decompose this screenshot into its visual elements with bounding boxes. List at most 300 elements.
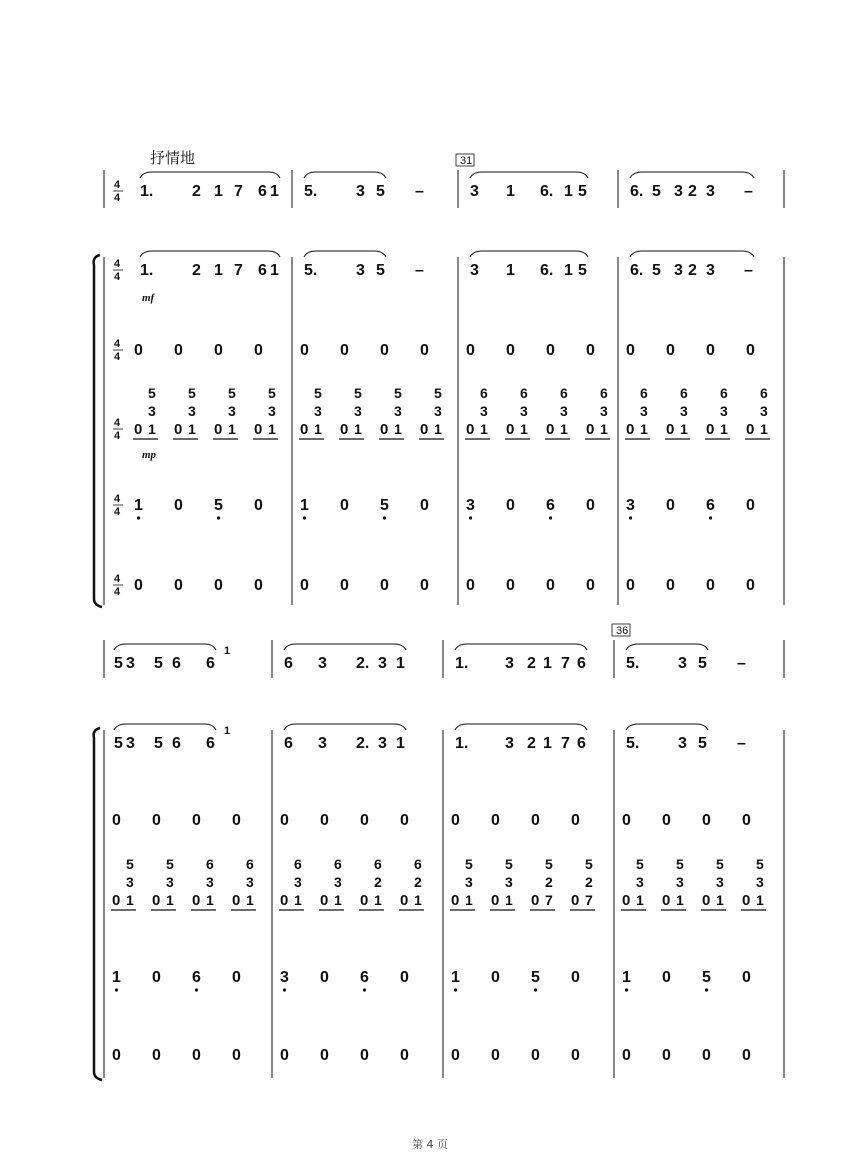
- melody-note: 5.: [304, 183, 318, 200]
- low-octave-dot: [625, 988, 628, 991]
- chord-rest: 0: [571, 892, 580, 909]
- bass-note: 3: [626, 497, 635, 514]
- rest-zero: 0: [742, 1047, 751, 1064]
- rest-zero: 0: [546, 342, 555, 359]
- chord-tone: 3: [676, 874, 684, 890]
- chord-tone: 3: [188, 403, 196, 419]
- bass-note: 5: [702, 969, 711, 986]
- grace-note: 1: [224, 725, 231, 737]
- chord-rest: 0: [746, 421, 755, 438]
- bass-note: 1: [112, 969, 121, 986]
- score-systems: [94, 154, 784, 1080]
- melody-note: 3: [356, 262, 365, 279]
- melody-note: 5: [698, 735, 707, 752]
- time-sig-bottom: 4: [114, 430, 121, 442]
- melody-note: 1: [396, 735, 405, 752]
- melody-note: 1: [543, 735, 552, 752]
- chord-tone: 2: [585, 874, 593, 890]
- bass-note: 0: [506, 497, 515, 514]
- chord-tone: 1: [636, 892, 644, 908]
- chord-tone: 5: [126, 856, 134, 872]
- phrase-slur: [626, 644, 708, 650]
- bass-note: 0: [152, 969, 161, 986]
- bass-note: 0: [662, 969, 671, 986]
- phrase-slur: [114, 644, 216, 650]
- melody-note: 3: [356, 183, 365, 200]
- rest-zero: 0: [451, 812, 460, 829]
- time-sig-bottom: 4: [114, 192, 121, 204]
- rest-zero: 0: [400, 1047, 409, 1064]
- rest-zero: 0: [420, 577, 429, 594]
- chord-rest: 0: [706, 421, 715, 438]
- phrase-slur: [455, 644, 587, 650]
- chord-tone: 2: [414, 874, 422, 890]
- chord-tone: 3: [314, 403, 322, 419]
- chord-tone: 3: [636, 874, 644, 890]
- rest-zero: 0: [586, 577, 595, 594]
- melody-note: 6.: [630, 183, 644, 200]
- melody-note: 1.: [140, 262, 154, 279]
- chord-tone: 5: [636, 856, 644, 872]
- melody-note: 3: [378, 655, 387, 672]
- chord-tone: 5: [394, 385, 402, 401]
- rest-zero: 0: [466, 577, 475, 594]
- rest-zero: 0: [506, 577, 515, 594]
- rest-zero: 0: [531, 812, 540, 829]
- bass-note: 0: [491, 969, 500, 986]
- phrase-slur: [626, 724, 708, 730]
- dynamic-mf: mf: [142, 292, 155, 304]
- chord-tone: 1: [680, 421, 688, 437]
- chord-tone: 7: [545, 892, 553, 908]
- melody-note: 5: [652, 183, 661, 200]
- melody-note: 5.: [626, 655, 640, 672]
- rest-zero: 0: [192, 1047, 201, 1064]
- bass-note: 6: [360, 969, 369, 986]
- phrase-slur: [114, 724, 216, 730]
- rest-zero: 0: [622, 812, 631, 829]
- melody-note: 1: [564, 183, 573, 200]
- rest-zero: 0: [112, 1047, 121, 1064]
- rest-zero: 0: [360, 812, 369, 829]
- rest-zero: 0: [152, 812, 161, 829]
- rest-zero: 0: [134, 342, 143, 359]
- rehearsal-mark: 36: [616, 625, 629, 637]
- melody-note: 6: [258, 262, 267, 279]
- melody-note: –: [415, 183, 424, 200]
- melody-note: 1: [506, 183, 515, 200]
- melody-note: 7: [234, 262, 243, 279]
- rest-zero: 0: [214, 342, 223, 359]
- chord-tone: 3: [394, 403, 402, 419]
- chord-tone: 3: [720, 403, 728, 419]
- chord-tone: 1: [640, 421, 648, 437]
- chord-tone: 2: [374, 874, 382, 890]
- chord-rest: 0: [666, 421, 675, 438]
- rest-zero: 0: [571, 1047, 580, 1064]
- chord-tone: 5: [434, 385, 442, 401]
- melody-note: 1.: [455, 655, 469, 672]
- rest-zero: 0: [666, 577, 675, 594]
- melody-note: 5: [376, 183, 385, 200]
- chord-rest: 0: [214, 421, 223, 438]
- rest-zero: 0: [662, 1047, 671, 1064]
- melody-note: 6: [206, 735, 215, 752]
- rest-zero: 0: [626, 577, 635, 594]
- rest-zero: 0: [506, 342, 515, 359]
- melody-note: 6.: [630, 262, 644, 279]
- chord-rest: 0: [340, 421, 349, 438]
- chord-tone: 1: [228, 421, 236, 437]
- melody-note: 3: [505, 655, 514, 672]
- phrase-slur: [284, 644, 406, 650]
- chord-tone: 3: [126, 874, 134, 890]
- chord-tone: 6: [480, 385, 488, 401]
- time-sig-top: 4: [114, 417, 121, 429]
- melody-note: 3: [470, 183, 479, 200]
- chord-tone: 1: [314, 421, 322, 437]
- chord-tone: 3: [680, 403, 688, 419]
- chord-tone: 3: [465, 874, 473, 890]
- chord-tone: 3: [716, 874, 724, 890]
- phrase-slur: [630, 251, 754, 257]
- chord-tone: 6: [720, 385, 728, 401]
- time-sig-top: 4: [114, 338, 121, 350]
- bass-note: 1: [300, 497, 309, 514]
- melody-note: 5: [154, 735, 163, 752]
- chord-tone: 3: [268, 403, 276, 419]
- melody-note: 3: [706, 262, 715, 279]
- rest-zero: 0: [531, 1047, 540, 1064]
- low-octave-dot: [549, 516, 552, 519]
- bass-note: 3: [466, 497, 475, 514]
- melody-note: –: [744, 183, 753, 200]
- chord-rest: 0: [586, 421, 595, 438]
- chord-tone: 3: [354, 403, 362, 419]
- chord-rest: 0: [626, 421, 635, 438]
- rest-zero: 0: [254, 577, 263, 594]
- melody-note: 6: [284, 655, 293, 672]
- chord-tone: 6: [600, 385, 608, 401]
- chord-rest: 0: [420, 421, 429, 438]
- rest-zero: 0: [254, 342, 263, 359]
- chord-tone: 1: [414, 892, 422, 908]
- chord-tone: 1: [334, 892, 342, 908]
- chord-tone: 1: [676, 892, 684, 908]
- chord-tone: 5: [676, 856, 684, 872]
- chord-rest: 0: [662, 892, 671, 909]
- chord-tone: 7: [585, 892, 593, 908]
- chord-tone: 6: [680, 385, 688, 401]
- chord-tone: 6: [294, 856, 302, 872]
- low-octave-dot: [303, 516, 306, 519]
- melody-note: 5.: [626, 735, 640, 752]
- chord-rest: 0: [506, 421, 515, 438]
- chord-rest: 0: [360, 892, 369, 909]
- chord-tone: 3: [505, 874, 513, 890]
- melody-note: 2: [192, 262, 201, 279]
- time-sig-top: 4: [114, 179, 121, 191]
- chord-tone: 3: [294, 874, 302, 890]
- bass-note: 0: [586, 497, 595, 514]
- melody-note: 3: [470, 262, 479, 279]
- grace-note: 1: [224, 645, 231, 657]
- melody-note: 5.: [304, 262, 318, 279]
- melody-note: 3: [674, 262, 683, 279]
- melody-note: 2: [527, 735, 536, 752]
- rest-zero: 0: [380, 577, 389, 594]
- low-octave-dot: [709, 516, 712, 519]
- chord-tone: 1: [268, 421, 276, 437]
- staff-bracket: [94, 728, 102, 1080]
- bass-note: 6: [546, 497, 555, 514]
- rest-zero: 0: [702, 812, 711, 829]
- rest-zero: 0: [280, 812, 289, 829]
- chord-tone: 6: [414, 856, 422, 872]
- chord-tone: 3: [480, 403, 488, 419]
- bass-note: 0: [340, 497, 349, 514]
- chord-rest: 0: [742, 892, 751, 909]
- low-octave-dot: [217, 516, 220, 519]
- time-sig-bottom: 4: [114, 351, 121, 363]
- chord-tone: 3: [756, 874, 764, 890]
- chord-tone: 5: [268, 385, 276, 401]
- rest-zero: 0: [702, 1047, 711, 1064]
- chord-tone: 5: [716, 856, 724, 872]
- chord-rest: 0: [232, 892, 241, 909]
- rest-zero: 0: [380, 342, 389, 359]
- chord-tone: 1: [720, 421, 728, 437]
- rest-zero: 0: [360, 1047, 369, 1064]
- chord-tone: 1: [600, 421, 608, 437]
- rehearsal-mark: 31: [460, 155, 473, 167]
- rest-zero: 0: [746, 342, 755, 359]
- chord-rest: 0: [491, 892, 500, 909]
- rest-zero: 0: [174, 577, 183, 594]
- rest-zero: 0: [280, 1047, 289, 1064]
- rest-zero: 0: [300, 342, 309, 359]
- bass-note: 0: [174, 497, 183, 514]
- chord-tone: 3: [434, 403, 442, 419]
- chord-tone: 1: [560, 421, 568, 437]
- chord-tone: 1: [206, 892, 214, 908]
- chord-tone: 1: [434, 421, 442, 437]
- chord-tone: 5: [314, 385, 322, 401]
- bass-note: 1: [622, 969, 631, 986]
- melody-note: 5: [154, 655, 163, 672]
- rest-zero: 0: [320, 1047, 329, 1064]
- melody-note: –: [737, 735, 746, 752]
- chord-tone: 1: [246, 892, 254, 908]
- melody-note: –: [744, 262, 753, 279]
- chord-rest: 0: [451, 892, 460, 909]
- chord-tone: 5: [228, 385, 236, 401]
- melody-note: 5: [376, 262, 385, 279]
- bass-note: 5: [531, 969, 540, 986]
- low-octave-dot: [534, 988, 537, 991]
- bass-note: 1: [451, 969, 460, 986]
- bass-note: 0: [666, 497, 675, 514]
- melody-note: 5: [114, 735, 123, 752]
- chord-tone: 3: [246, 874, 254, 890]
- low-octave-dot: [195, 988, 198, 991]
- chord-tone: 5: [505, 856, 513, 872]
- chord-tone: 5: [585, 856, 593, 872]
- melody-note: 3: [318, 735, 327, 752]
- rest-zero: 0: [451, 1047, 460, 1064]
- chord-rest: 0: [546, 421, 555, 438]
- low-octave-dot: [469, 516, 472, 519]
- melody-note: 2: [688, 262, 697, 279]
- melody-note: 7: [561, 655, 570, 672]
- melody-note: 5: [114, 655, 123, 672]
- chord-tone: 1: [126, 892, 134, 908]
- chord-tone: 5: [354, 385, 362, 401]
- melody-note: 3: [678, 655, 687, 672]
- chord-rest: 0: [702, 892, 711, 909]
- time-sig-bottom: 4: [114, 506, 121, 518]
- chord-tone: 1: [756, 892, 764, 908]
- bass-note: 3: [280, 969, 289, 986]
- bass-note: 6: [706, 497, 715, 514]
- chord-rest: 0: [320, 892, 329, 909]
- melody-note: 1.: [455, 735, 469, 752]
- chord-tone: 5: [545, 856, 553, 872]
- melody-note: 5: [652, 262, 661, 279]
- chord-tone: 3: [520, 403, 528, 419]
- chord-tone: 1: [505, 892, 513, 908]
- chord-tone: 1: [465, 892, 473, 908]
- chord-rest: 0: [112, 892, 121, 909]
- chord-rest: 0: [300, 421, 309, 438]
- bass-note: 0: [746, 497, 755, 514]
- chord-tone: 1: [148, 421, 156, 437]
- melody-note: 3: [674, 183, 683, 200]
- rest-zero: 0: [586, 342, 595, 359]
- chord-tone: 3: [760, 403, 768, 419]
- melody-note: 1: [564, 262, 573, 279]
- bass-note: 0: [400, 969, 409, 986]
- rest-zero: 0: [320, 812, 329, 829]
- page-footer: 第 4 页: [412, 1138, 448, 1151]
- chord-rest: 0: [622, 892, 631, 909]
- chord-rest: 0: [280, 892, 289, 909]
- melody-note: 1: [543, 655, 552, 672]
- bass-note: 6: [192, 969, 201, 986]
- bass-note: 0: [571, 969, 580, 986]
- chord-rest: 0: [466, 421, 475, 438]
- rest-zero: 0: [420, 342, 429, 359]
- rest-zero: 0: [214, 577, 223, 594]
- melody-note: 2.: [356, 655, 370, 672]
- bass-note: 5: [214, 497, 223, 514]
- rest-zero: 0: [546, 577, 555, 594]
- chord-rest: 0: [152, 892, 161, 909]
- chord-tone: 1: [374, 892, 382, 908]
- rest-zero: 0: [622, 1047, 631, 1064]
- chord-tone: 1: [294, 892, 302, 908]
- time-sig-top: 4: [114, 258, 121, 270]
- rest-zero: 0: [742, 812, 751, 829]
- chord-tone: 3: [206, 874, 214, 890]
- low-octave-dot: [705, 988, 708, 991]
- rest-zero: 0: [491, 1047, 500, 1064]
- rest-zero: 0: [134, 577, 143, 594]
- chord-tone: 1: [520, 421, 528, 437]
- rest-zero: 0: [174, 342, 183, 359]
- melody-note: 6: [206, 655, 215, 672]
- chord-tone: 5: [465, 856, 473, 872]
- low-octave-dot: [115, 988, 118, 991]
- melody-note: 3: [505, 735, 514, 752]
- phrase-slur: [284, 724, 406, 730]
- rest-zero: 0: [466, 342, 475, 359]
- chord-tone: 3: [600, 403, 608, 419]
- bass-note: 0: [254, 497, 263, 514]
- chord-rest: 0: [134, 421, 143, 438]
- melody-note: 2.: [356, 735, 370, 752]
- chord-rest: 0: [174, 421, 183, 438]
- melody-note: 1: [506, 262, 515, 279]
- low-octave-dot: [454, 988, 457, 991]
- chord-tone: 6: [206, 856, 214, 872]
- melody-note: 1: [396, 655, 405, 672]
- melody-note: –: [415, 262, 424, 279]
- melody-note: 6: [577, 735, 586, 752]
- chord-tone: 3: [148, 403, 156, 419]
- melody-note: 3: [126, 655, 135, 672]
- chord-rest: 0: [400, 892, 409, 909]
- tempo-marking: 抒情地: [150, 149, 196, 167]
- rest-zero: 0: [340, 342, 349, 359]
- melody-note: 6: [577, 655, 586, 672]
- chord-tone: 6: [560, 385, 568, 401]
- melody-note: 3: [378, 735, 387, 752]
- chord-rest: 0: [192, 892, 201, 909]
- low-octave-dot: [137, 516, 140, 519]
- rest-zero: 0: [340, 577, 349, 594]
- melody-note: 5: [578, 262, 587, 279]
- rest-zero: 0: [626, 342, 635, 359]
- chord-tone: 6: [374, 856, 382, 872]
- chord-tone: 6: [640, 385, 648, 401]
- phrase-slur: [140, 172, 280, 178]
- low-octave-dot: [283, 988, 286, 991]
- melody-note: 3: [126, 735, 135, 752]
- chord-tone: 6: [246, 856, 254, 872]
- low-octave-dot: [363, 988, 366, 991]
- rest-zero: 0: [400, 812, 409, 829]
- melody-note: 6: [284, 735, 293, 752]
- bass-note: 1: [134, 497, 143, 514]
- phrase-slur: [304, 172, 386, 178]
- chord-tone: 1: [480, 421, 488, 437]
- rest-zero: 0: [192, 812, 201, 829]
- rest-zero: 0: [706, 577, 715, 594]
- phrase-slur: [470, 251, 588, 257]
- melody-note: 2: [688, 183, 697, 200]
- melody-note: 2: [192, 183, 201, 200]
- chord-tone: 3: [560, 403, 568, 419]
- time-sig-bottom: 4: [114, 586, 121, 598]
- melody-note: 6.: [540, 262, 554, 279]
- phrase-slur: [630, 172, 754, 178]
- melody-note: 1: [214, 262, 223, 279]
- rest-zero: 0: [662, 812, 671, 829]
- rest-zero: 0: [152, 1047, 161, 1064]
- rest-zero: 0: [232, 1047, 241, 1064]
- chord-tone: 5: [188, 385, 196, 401]
